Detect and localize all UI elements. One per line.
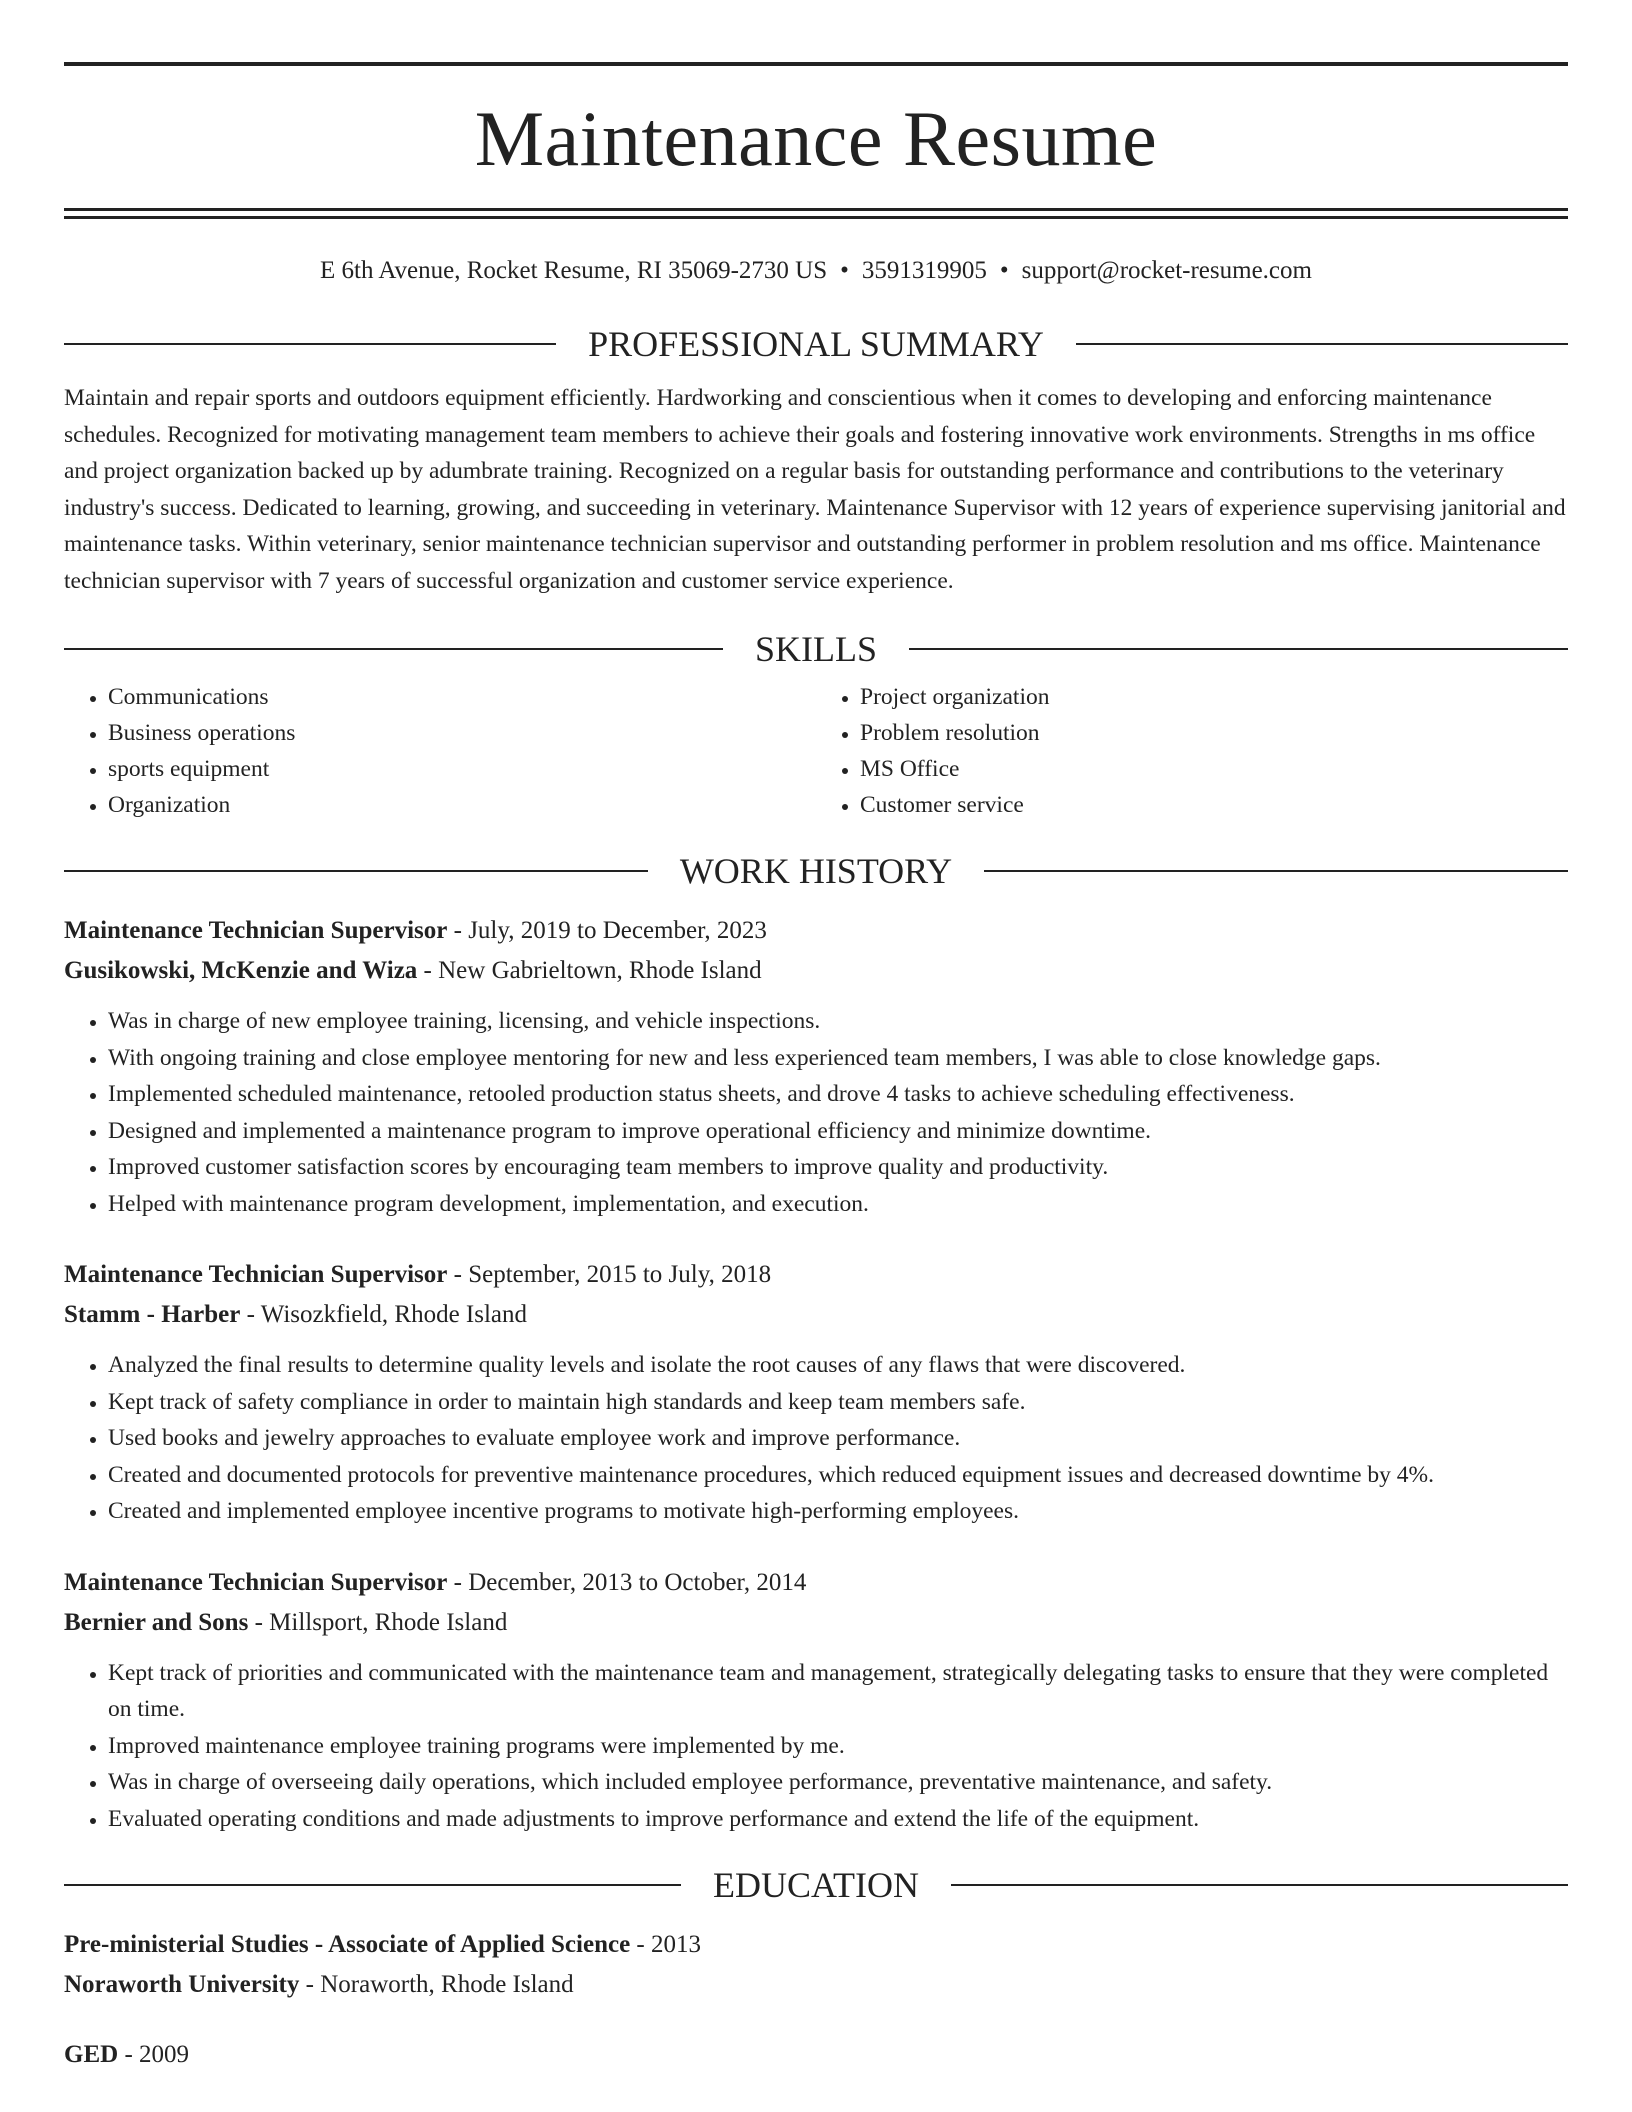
heading-rule-left	[64, 870, 648, 872]
job-bullet: • Created and implemented employee incentive programs to motivate high-performing employees.	[108, 1493, 1568, 1530]
section-heading-education	[64, 1867, 1568, 1903]
job-location: - Millsport, Rhode Island	[248, 1608, 508, 1636]
skill-item: • Business operations	[108, 715, 816, 751]
education-degree-line	[64, 1925, 1568, 1965]
section-title: EDUCATION	[713, 1865, 919, 1905]
job-bullet: • Analyzed the final results to determine quality levels and isolate the root causes of any flaws that were discovered.	[108, 1347, 1568, 1384]
section-title: SKILLS	[755, 629, 878, 669]
job-bullet: • Evaluated operating conditions and made adjustments to improve performance and extend the life of the equipment.	[108, 1801, 1568, 1838]
job-title-line	[64, 1563, 1568, 1603]
heading-rule-right	[1076, 343, 1568, 345]
job-bullet: • Implemented scheduled maintenance, retooled production status sheets, and drove 4 tasks to achieve scheduling effectiveness.	[108, 1076, 1568, 1113]
job-bullet: • Improved maintenance employee training programs were implemented by me.	[108, 1728, 1568, 1765]
job-bullet: • Used books and jewelry approaches to evaluate employee work and improve performance.	[108, 1420, 1568, 1457]
job-entry	[64, 1563, 1568, 1838]
job-company: Bernier and Sons	[64, 1608, 249, 1636]
job-dates: - September, 2015 to July, 2018	[447, 1261, 772, 1288]
job-bullet: • Designed and implemented a maintenance program to improve operational efficiency and minimize downtime.	[108, 1113, 1568, 1150]
education-entry	[64, 1925, 1568, 2005]
job-title: Maintenance Technician Supervisor	[64, 1261, 448, 1288]
job-company-line	[64, 951, 1568, 991]
heading-rule-left	[64, 343, 556, 345]
job-location: - Wisozkfield, Rhode Island	[240, 1301, 528, 1328]
education-school: Noraworth University	[64, 1971, 300, 1998]
education-entry	[64, 2035, 1568, 2075]
job-bullet: • Was in charge of overseeing daily operations, which included employee performance, preventative maintenance, and safety.	[108, 1764, 1568, 1801]
job-title-line	[64, 911, 1568, 951]
skills-list	[64, 679, 1568, 823]
skills-column-left	[64, 679, 816, 823]
section-heading-work	[64, 853, 1568, 889]
section-title: PROFESSIONAL SUMMARY	[588, 324, 1044, 364]
contact-line	[64, 256, 1568, 286]
job-location: - New Gabrieltown, Rhode Island	[417, 957, 762, 984]
job-title-line	[64, 1255, 1568, 1295]
job-bullet: • With ongoing training and close employee mentoring for new and less experienced team members, I was able to close knowledge gaps.	[108, 1040, 1568, 1077]
skill-item: • Problem resolution	[860, 715, 1568, 751]
job-bullet: • Created and documented protocols for preventive maintenance procedures, which reduced equipment issues and decreased downtime by 4%.	[108, 1457, 1568, 1494]
skill-item: • Communications	[108, 679, 816, 715]
job-title: Maintenance Technician Supervisor	[64, 917, 448, 944]
job-entry	[64, 1255, 1568, 1530]
education-year: - 2013	[630, 1931, 701, 1958]
skill-item: • Organization	[108, 787, 816, 823]
section-heading-skills	[64, 631, 1568, 667]
heading-rule-right	[909, 648, 1568, 650]
heading-rule-right	[951, 1884, 1568, 1886]
job-company-line	[64, 1295, 1568, 1335]
job-dates: - July, 2019 to December, 2023	[447, 917, 767, 944]
job-title: Maintenance Technician Supervisor	[64, 1568, 448, 1596]
skill-item: • sports equipment	[108, 751, 816, 787]
title-double-rule	[64, 208, 1568, 219]
skill-item: • Customer service	[860, 787, 1568, 823]
education-school-line	[64, 1965, 1568, 2005]
education-degree: Pre-ministerial Studies - Associate of Applied Science	[64, 1931, 631, 1958]
job-bullet: • Helped with maintenance program development, implementation, and execution.	[108, 1186, 1568, 1223]
job-dates: - December, 2013 to October, 2014	[447, 1568, 807, 1596]
resume-title: Maintenance Resume	[474, 95, 1158, 182]
education-degree-line	[64, 2035, 1568, 2075]
heading-rule-left	[64, 648, 723, 650]
section-title: WORK HISTORY	[679, 851, 953, 891]
heading-rule-left	[64, 1884, 681, 1886]
job-bullets	[64, 1655, 1568, 1838]
heading-rule-right	[984, 870, 1568, 872]
contact-separator: •	[840, 257, 849, 284]
job-company-line	[64, 1603, 1568, 1643]
contact-email: support@rocket-resume.com	[1021, 257, 1312, 284]
education-degree: GED	[64, 2041, 119, 2068]
job-company: Gusikowski, McKenzie and Wiza	[64, 957, 418, 984]
education-location: - Noraworth, Rhode Island	[299, 1971, 574, 1998]
job-bullet: • Kept track of safety compliance in order to maintain high standards and keep team members safe.	[108, 1384, 1568, 1421]
skill-item: • Project organization	[860, 679, 1568, 715]
job-bullet: • Was in charge of new employee training, licensing, and vehicle inspections.	[108, 1003, 1568, 1040]
section-heading-summary	[64, 326, 1568, 362]
job-entry	[64, 911, 1568, 1222]
job-bullets	[64, 1003, 1568, 1222]
education-year: - 2009	[118, 2041, 190, 2068]
summary-text: Maintain and repair sports and outdoors equipment efficiently. Hardworking and conscientious when it comes to developing and enforcing maintenance schedules. Recognized for motivating management team members to achieve their goals and fostering innovative work environments. Strengths in ms office and project organization backed up by adumbrate training. Recognized on a regular basis for outstanding performance and contributions to the veterinary industry's success. Dedicated to learning, growing, and succeeding in veterinary. Maintenance Supervisor with 12 years of experience supervising janitorial and maintenance tasks. Within veterinary, senior maintenance technician supervisor and outstanding performer in problem resolution and ms office. Maintenance technician supervisor with 7 years of successful organization and customer service experience.	[64, 385, 1566, 594]
top-rule	[64, 62, 1568, 66]
job-bullet: • Improved customer satisfaction scores by encouraging team members to improve quality and productivity.	[108, 1149, 1568, 1186]
contact-separator: •	[999, 257, 1009, 284]
job-bullet: • Kept track of priorities and communicated with the maintenance team and management, strategically delegating tasks to ensure that they were completed on time.	[108, 1655, 1568, 1728]
job-company: Stamm - Harber	[64, 1301, 241, 1328]
job-bullets	[64, 1347, 1568, 1530]
contact-phone: 3591319905	[861, 257, 987, 284]
skill-item: • MS Office	[860, 751, 1568, 787]
skills-column-right	[816, 679, 1568, 823]
contact-address: E 6th Avenue, Rocket Resume, RI 35069-2730 US	[320, 257, 828, 284]
